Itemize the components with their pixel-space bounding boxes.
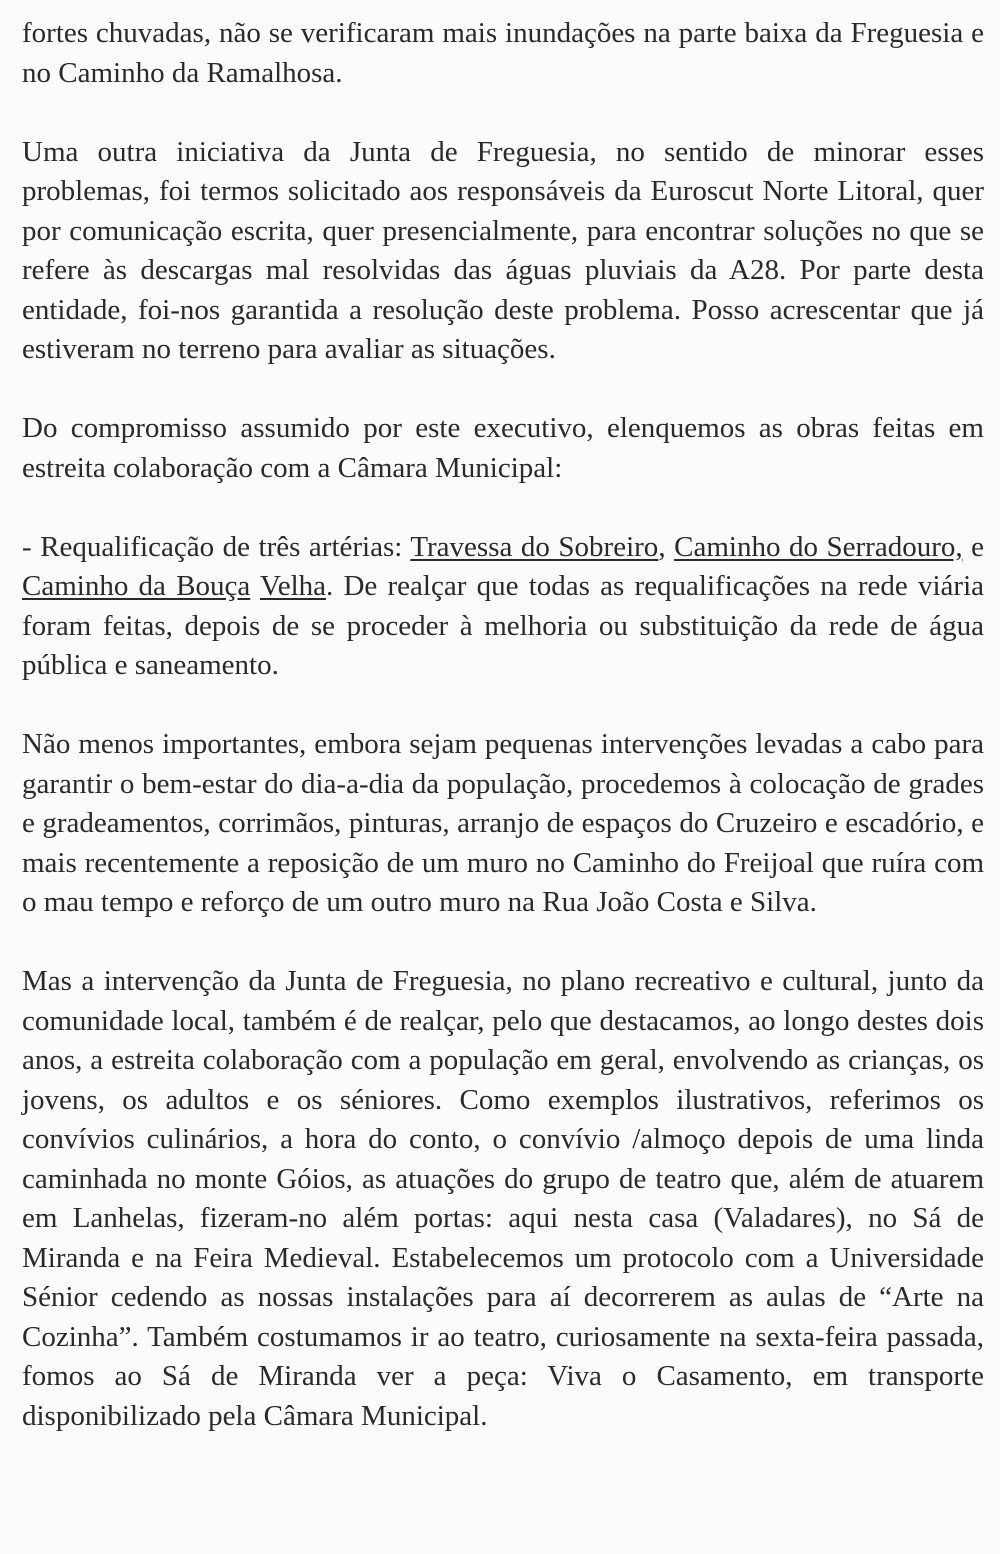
- requalification-prefix: - Requalificação de três artérias:: [22, 530, 411, 563]
- separator: [250, 570, 260, 602]
- requalification-suffix: . De realçar que todas as requalificações na rede viária foram feitas, depois de se proceder à melhoria ou substituição da rede de água pública e saneamento.: [22, 570, 985, 681]
- paragraph-euroscut: Uma outra iniciativa da Junta de Freguesia, no sentido de minorar esses problemas, foi termos solicitado aos responsáveis da Euroscut Norte Litoral, quer por comunicação escrita, quer presencialmente, para encontrar soluções no que se refere às descargas mal resolvidas das águas pluviais da A28. Por parte desta entidade, foi-nos garantida a resolução deste problema. Posso acrescentar que já estiveram no terreno para avaliar as situações.: [22, 135, 984, 365]
- paragraph-street-requalification: [22, 528, 984, 686]
- separator: e: [962, 530, 985, 563]
- document-page: [22, 14, 984, 1476]
- separator: ,: [658, 530, 675, 563]
- paragraph-cultural-activities: Mas a intervenção da Junta de Freguesia, no plano recreativo e cultural, junto da comunidade local, também é de realçar, pelo que destacamos, ao longo destes dois anos, a estreita colaboração com a população em geral, envolvendo as crianças, os jovens, os adultos e os séniores. Como exemplos ilustrativos, referimos os convívios culinários, a hora do conto, o convívio /almoço depois de uma linda caminhada no monte Góios, as atuações do grupo de teatro que, além de atuarem em Lanhelas, fizeram-no além portas: aqui nesta casa (Valadares), no Sá de Miranda e na Feira Medieval. Estabelecemos um protocolo com a Universidade Sénior cedendo as nossas instalações para aí decorrerem as aulas de “Arte na Cozinha”. Também costumamos ir ao teatro, curiosamente na sexta-feira passada, fomos ao Sá de Miranda ver a peça: Viva o Casamento, em transporte disponibilizado pela Câmara Municipal.: [22, 965, 984, 1432]
- paragraph-flooding: fortes chuvadas, não se verificaram mais inundações na parte baixa da Freguesia e no Caminho da Ramalhosa.: [22, 17, 984, 89]
- street-velha: Velha: [259, 570, 326, 602]
- paragraph-small-interventions: Não menos importantes, embora sejam pequenas intervenções levadas a cabo para garantir o bem-estar do dia-a-dia da população, procedemos à colocação de grades e gradeamentos, corrimãos, pinturas, arranjo de espaços do Cruzeiro e escadório, e mais recentemente a reposição de um muro no Caminho do Freijoal que ruíra com o mau tempo e reforço de um outro muro na Rua João Costa e Silva.: [22, 728, 984, 918]
- street-travessa-sobreiro: Travessa do Sobreiro: [410, 530, 659, 563]
- paragraph-commitment: Do compromisso assumido por este executivo, elenquemos as obras feitas em estreita colaboração com a Câmara Municipal:: [22, 412, 984, 484]
- street-caminho-bouca: Caminho da Bouça: [22, 570, 251, 602]
- street-caminho-serradouro: Caminho do Serradouro,: [674, 530, 963, 563]
